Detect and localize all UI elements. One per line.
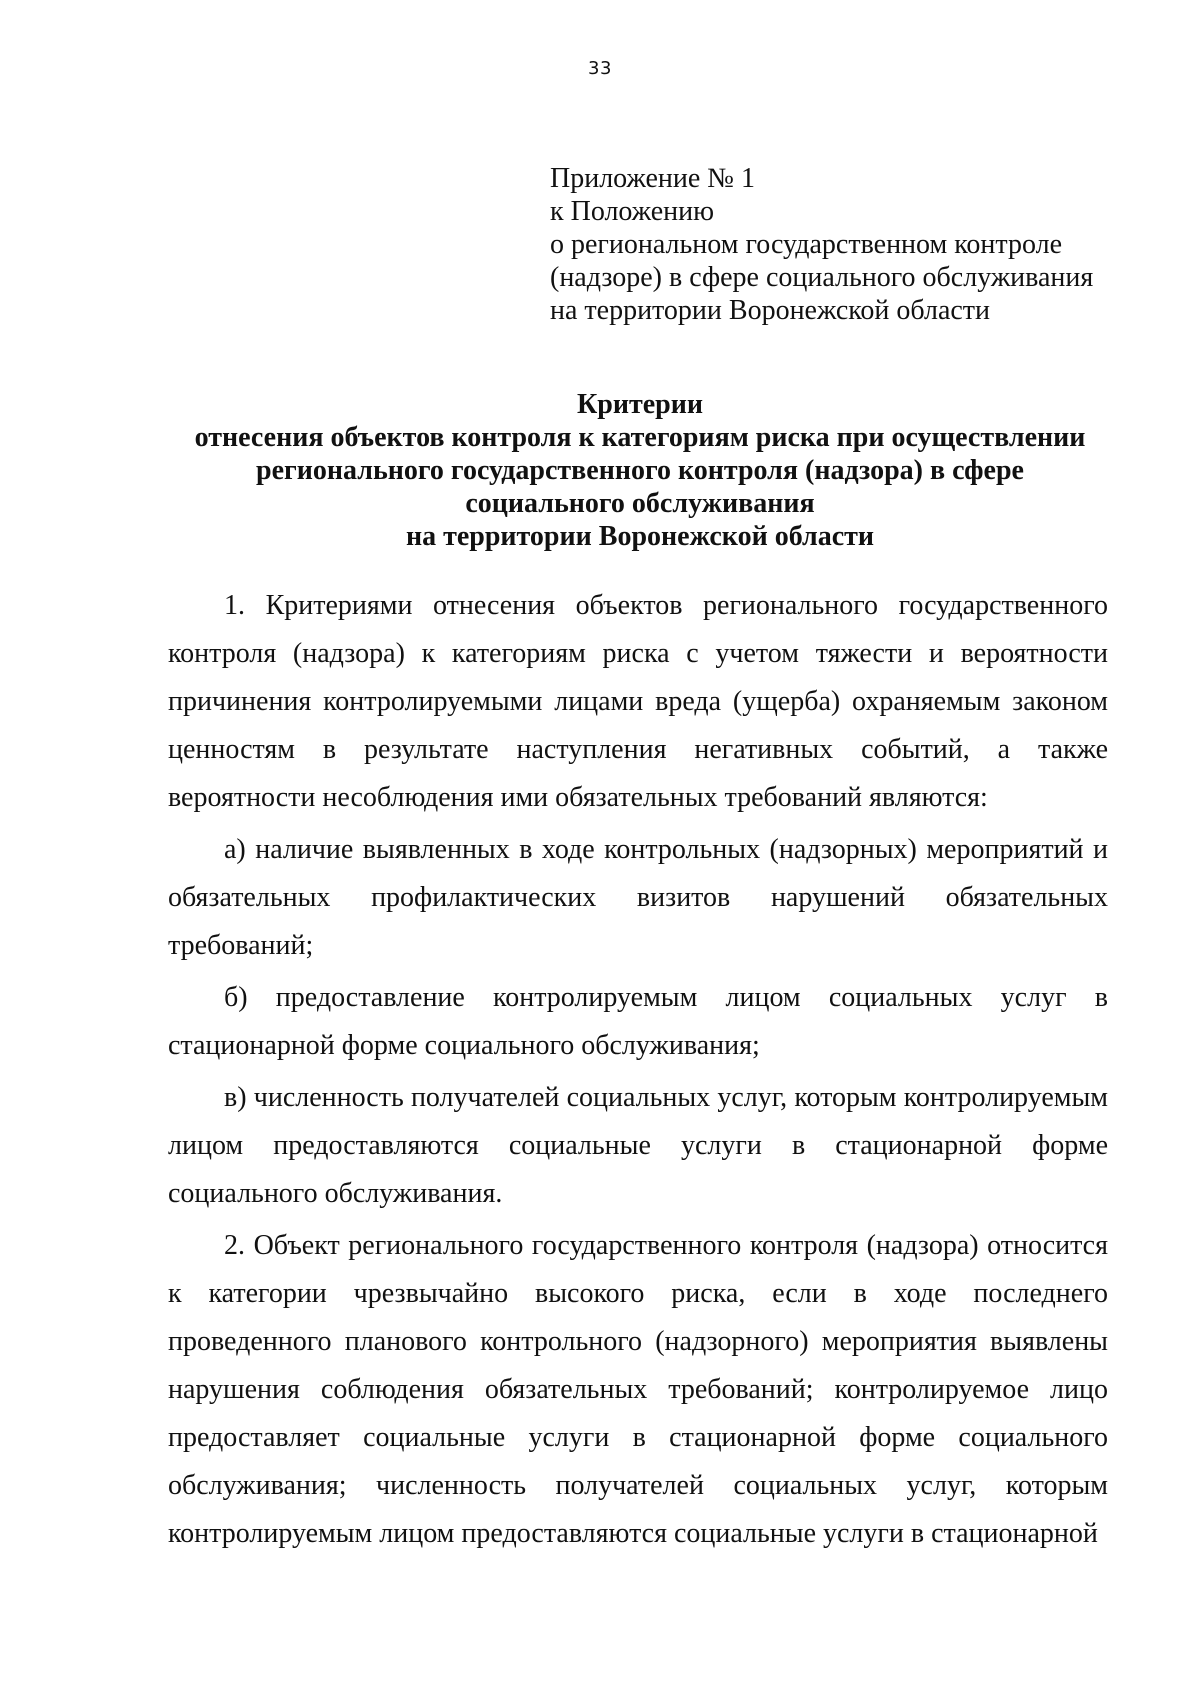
paragraph-1a: а) наличие выявленных в ходе контрольных (надзорных) мероприятий и обязательных профилактических визитов нарушений обязательных требований; <box>168 834 1108 961</box>
appendix-line: Приложение № 1 <box>550 163 755 194</box>
paragraph-1: 1. Критериями отнесения объектов регионального государственного контроля (надзора) к категориям риска с учетом тяжести и вероятности причинения контролируемыми лицами вреда (ущерба) охраняемым законом ценностям в результате наступления негативных событий, а также вероятности несоблюдения ими обязательных требований являются: <box>168 590 1108 813</box>
title-line: отнесения объектов контроля к категориям риска при осуществлении <box>194 422 1086 453</box>
document-title <box>160 388 1120 553</box>
appendix-line: (надзоре) в сфере социального обслуживания <box>550 262 1094 293</box>
page-number: 33 <box>588 58 612 79</box>
paragraph-1b: б) предоставление контролируемым лицом социальных услуг в стационарной форме социального обслуживания; <box>168 982 1108 1061</box>
appendix-line: о региональном государственном контроле <box>550 229 1062 260</box>
paragraph-1v: в) численность получателей социальных услуг, которым контролируемым лицом предоставляются социальные услуги в стационарной форме социального обслуживания. <box>168 1082 1108 1209</box>
document-body <box>168 582 1108 1558</box>
appendix-line: на территории Воронежской области <box>550 295 991 326</box>
appendix-reference <box>550 162 1150 327</box>
appendix-line: к Положению <box>550 196 715 227</box>
title-line: регионального государственного контроля (надзора) в сфере <box>256 455 1024 486</box>
title-line: Критерии <box>576 389 704 420</box>
title-line: социального обслуживания <box>465 488 815 519</box>
paragraph-2: 2. Объект регионального государственного контроля (надзора) относится к категории чрезвычайно высокого риска, если в ходе последнего проведенного планового контрольного (надзорного) мероприятия выявлены нарушения соблюдения обязательных требований; контролируемое лицо предоставляет социальные услуги в стационарной форме социального обслуживания; численность получателей социальных услуг, которым контролируемым лицом предоставляются социальные услуги в стационарной <box>168 1230 1108 1549</box>
title-line: на территории Воронежской области <box>405 521 875 552</box>
